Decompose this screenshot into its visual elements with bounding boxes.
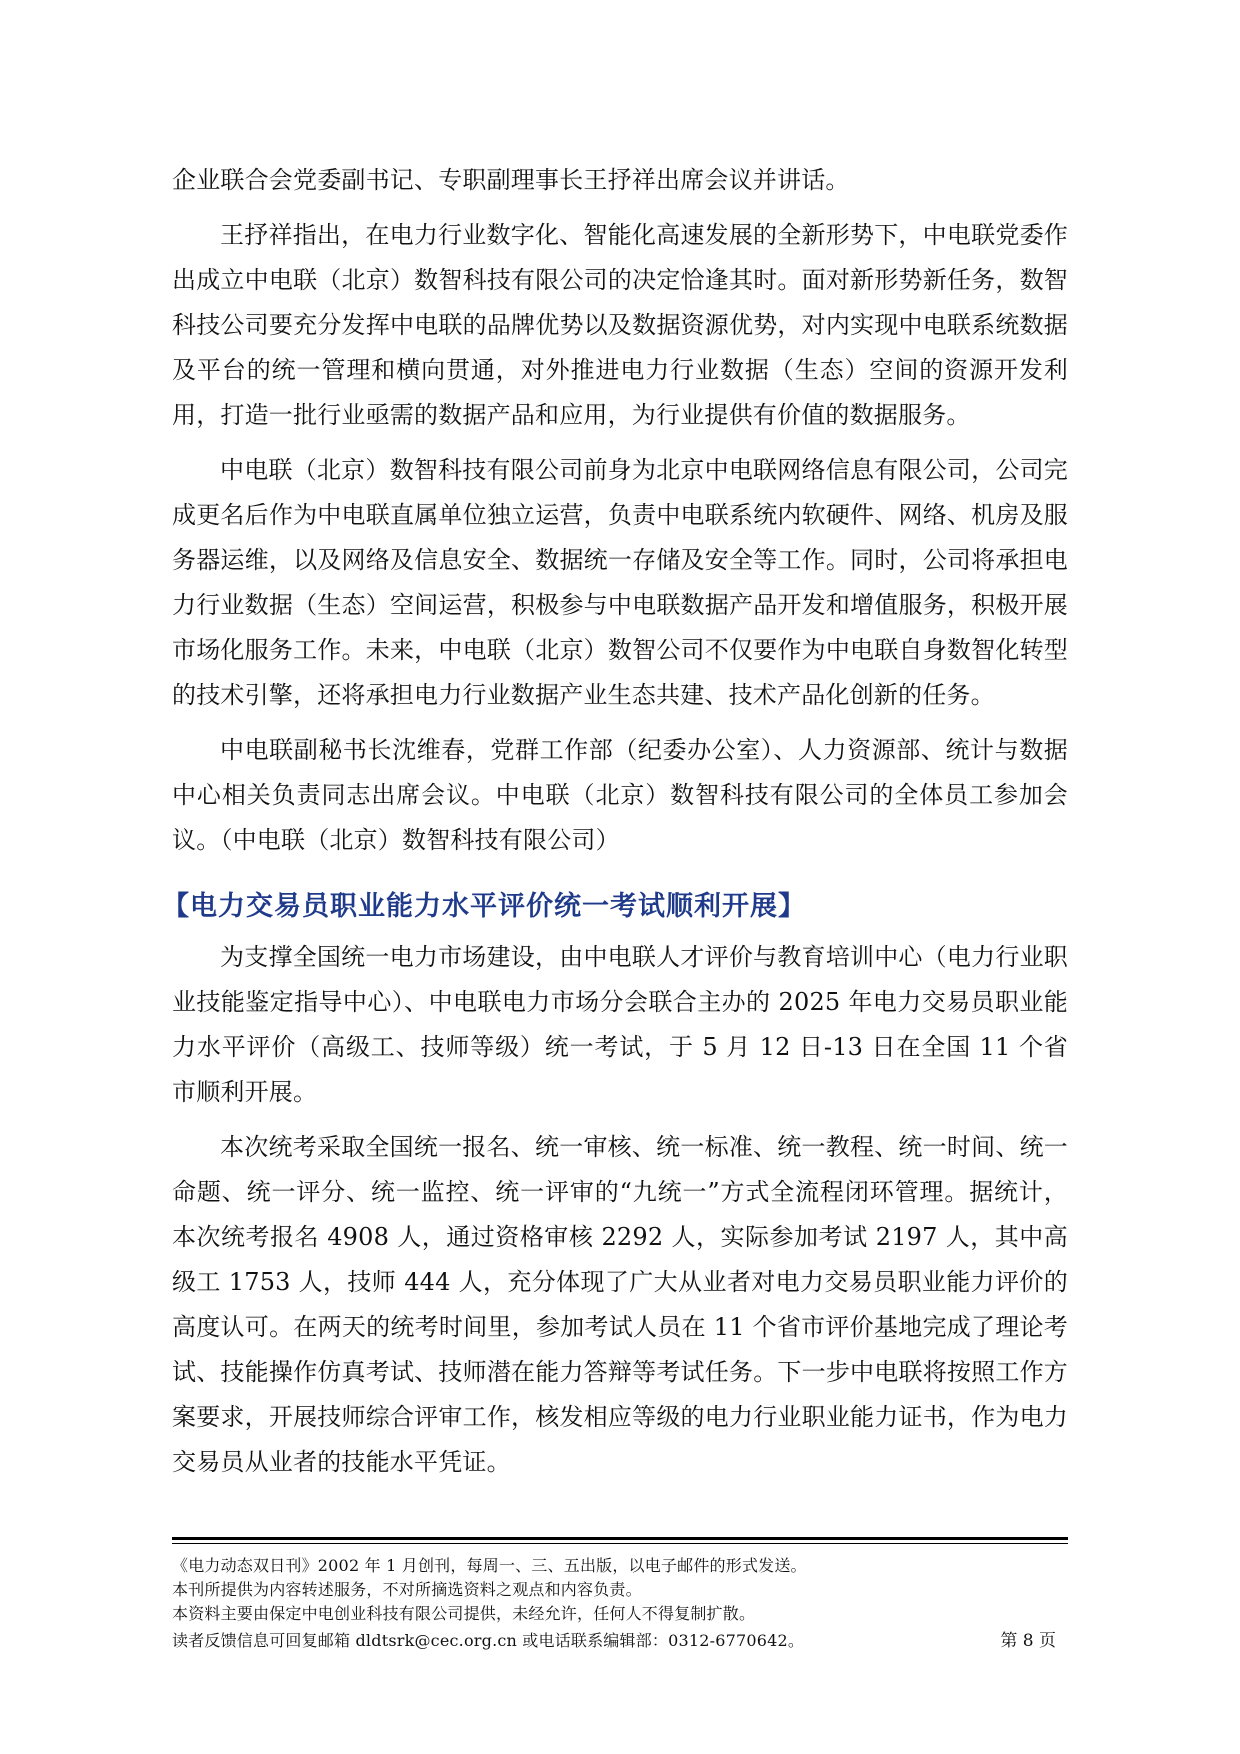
article-body [162, 158, 1068, 1495]
footer-divider-thick [172, 1537, 1068, 1540]
footer-contact-row [172, 1626, 1068, 1653]
paragraph: 王抒祥指出，在电力行业数字化、智能化高速发展的全新形势下，中电联党委作出成立中电联（北京）数智科技有限公司的决定恰逢其时。面对新形势新任务，数智科技公司要充分发挥中电联的品牌优势以及数据资源优势，对内实现中电联系统数据及平台的统一管理和横向贯通，对外推进电力行业数据（生态）空间的资源开发利用，打造一批行业亟需的数据产品和应用，为行业提供有价值的数据服务。 [172, 221, 1068, 429]
page-number: 第 8 页 [1000, 1631, 1056, 1651]
footer-disclaimer: 本刊所提供为内容转述服务，不对所摘选资料之观点和内容负责。 [172, 1580, 642, 1599]
paragraph: 中电联副秘书长沈维春，党群工作部（纪委办公室）、人力资源部、统计与数据中心相关负责同志出席会议。中电联（北京）数智科技有限公司的全体员工参加会议。（中电联（北京）数智科技有限公司） [172, 736, 1068, 854]
footer-copyright: 本资料主要由保定中电创业科技有限公司提供，未经允许，任何人不得复制扩散。 [172, 1604, 756, 1623]
footer-divider-thin [172, 1543, 1068, 1544]
footer-publication-note: 《电力动态双日刊》2002 年 1 月创刊，每周一、三、五出版，以电子邮件的形式发送。 [172, 1556, 807, 1575]
footer-contact: 读者反馈信息可回复邮箱 dldtsrk@cec.org.cn 或电话联系编辑部：0312-6770642。 [172, 1631, 805, 1650]
paragraph: 本次统考采取全国统一报名、统一审核、统一标准、统一教程、统一时间、统一命题、统一评分、统一监控、统一评审的“九统一”方式全流程闭环管理。据统计，本次统考报名 4908 人，通过资格审核 2292 人，实际参加考试 2197 人，其中高级工 1753 人，技师 444 人，充分体现了广大从业者对电力交易员职业能力评价的高度认可。在两天的统考时间里，参加考试人员在 11 个省市评价基地完成了理论考试、技能操作仿真考试、技师潜在能力答辩等考试任务。下一步中电联将按照工作方案要求，开展技师综合评审工作，核发相应等级的电力行业职业能力证书，作为电力交易员从业者的技能水平凭证。 [172, 1133, 1068, 1476]
paragraph-continued: 企业联合会党委副书记、专职副理事长王抒祥出席会议并讲话。 [172, 166, 850, 194]
paragraph: 中电联（北京）数智科技有限公司前身为北京中电联网络信息有限公司，公司完成更名后作为中电联直属单位独立运营，负责中电联系统内软硬件、网络、机房及服务器运维，以及网络及信息安全、数据统一存储及安全等工作。同时，公司将承担电力行业数据（生态）空间运营，积极参与中电联数据产品开发和增值服务，积极开展市场化服务工作。未来，中电联（北京）数智公司不仅要作为中电联自身数智化转型的技术引擎，还将承担电力行业数据产业生态共建、技术产品化创新的任务。 [172, 456, 1068, 709]
paragraph: 为支撑全国统一电力市场建设，由中电联人才评价与教育培训中心（电力行业职业技能鉴定指导中心）、中电联电力市场分会联合主办的 2025 年电力交易员职业能力水平评价（高级工、技师等级）统一考试，于 5 月 12 日-13 日在全国 11 个省市顺利开展。 [172, 943, 1068, 1106]
section-heading: 【电力交易员职业能力水平评价统一考试顺利开展】 [162, 891, 806, 922]
page-footer [172, 1537, 1068, 1653]
